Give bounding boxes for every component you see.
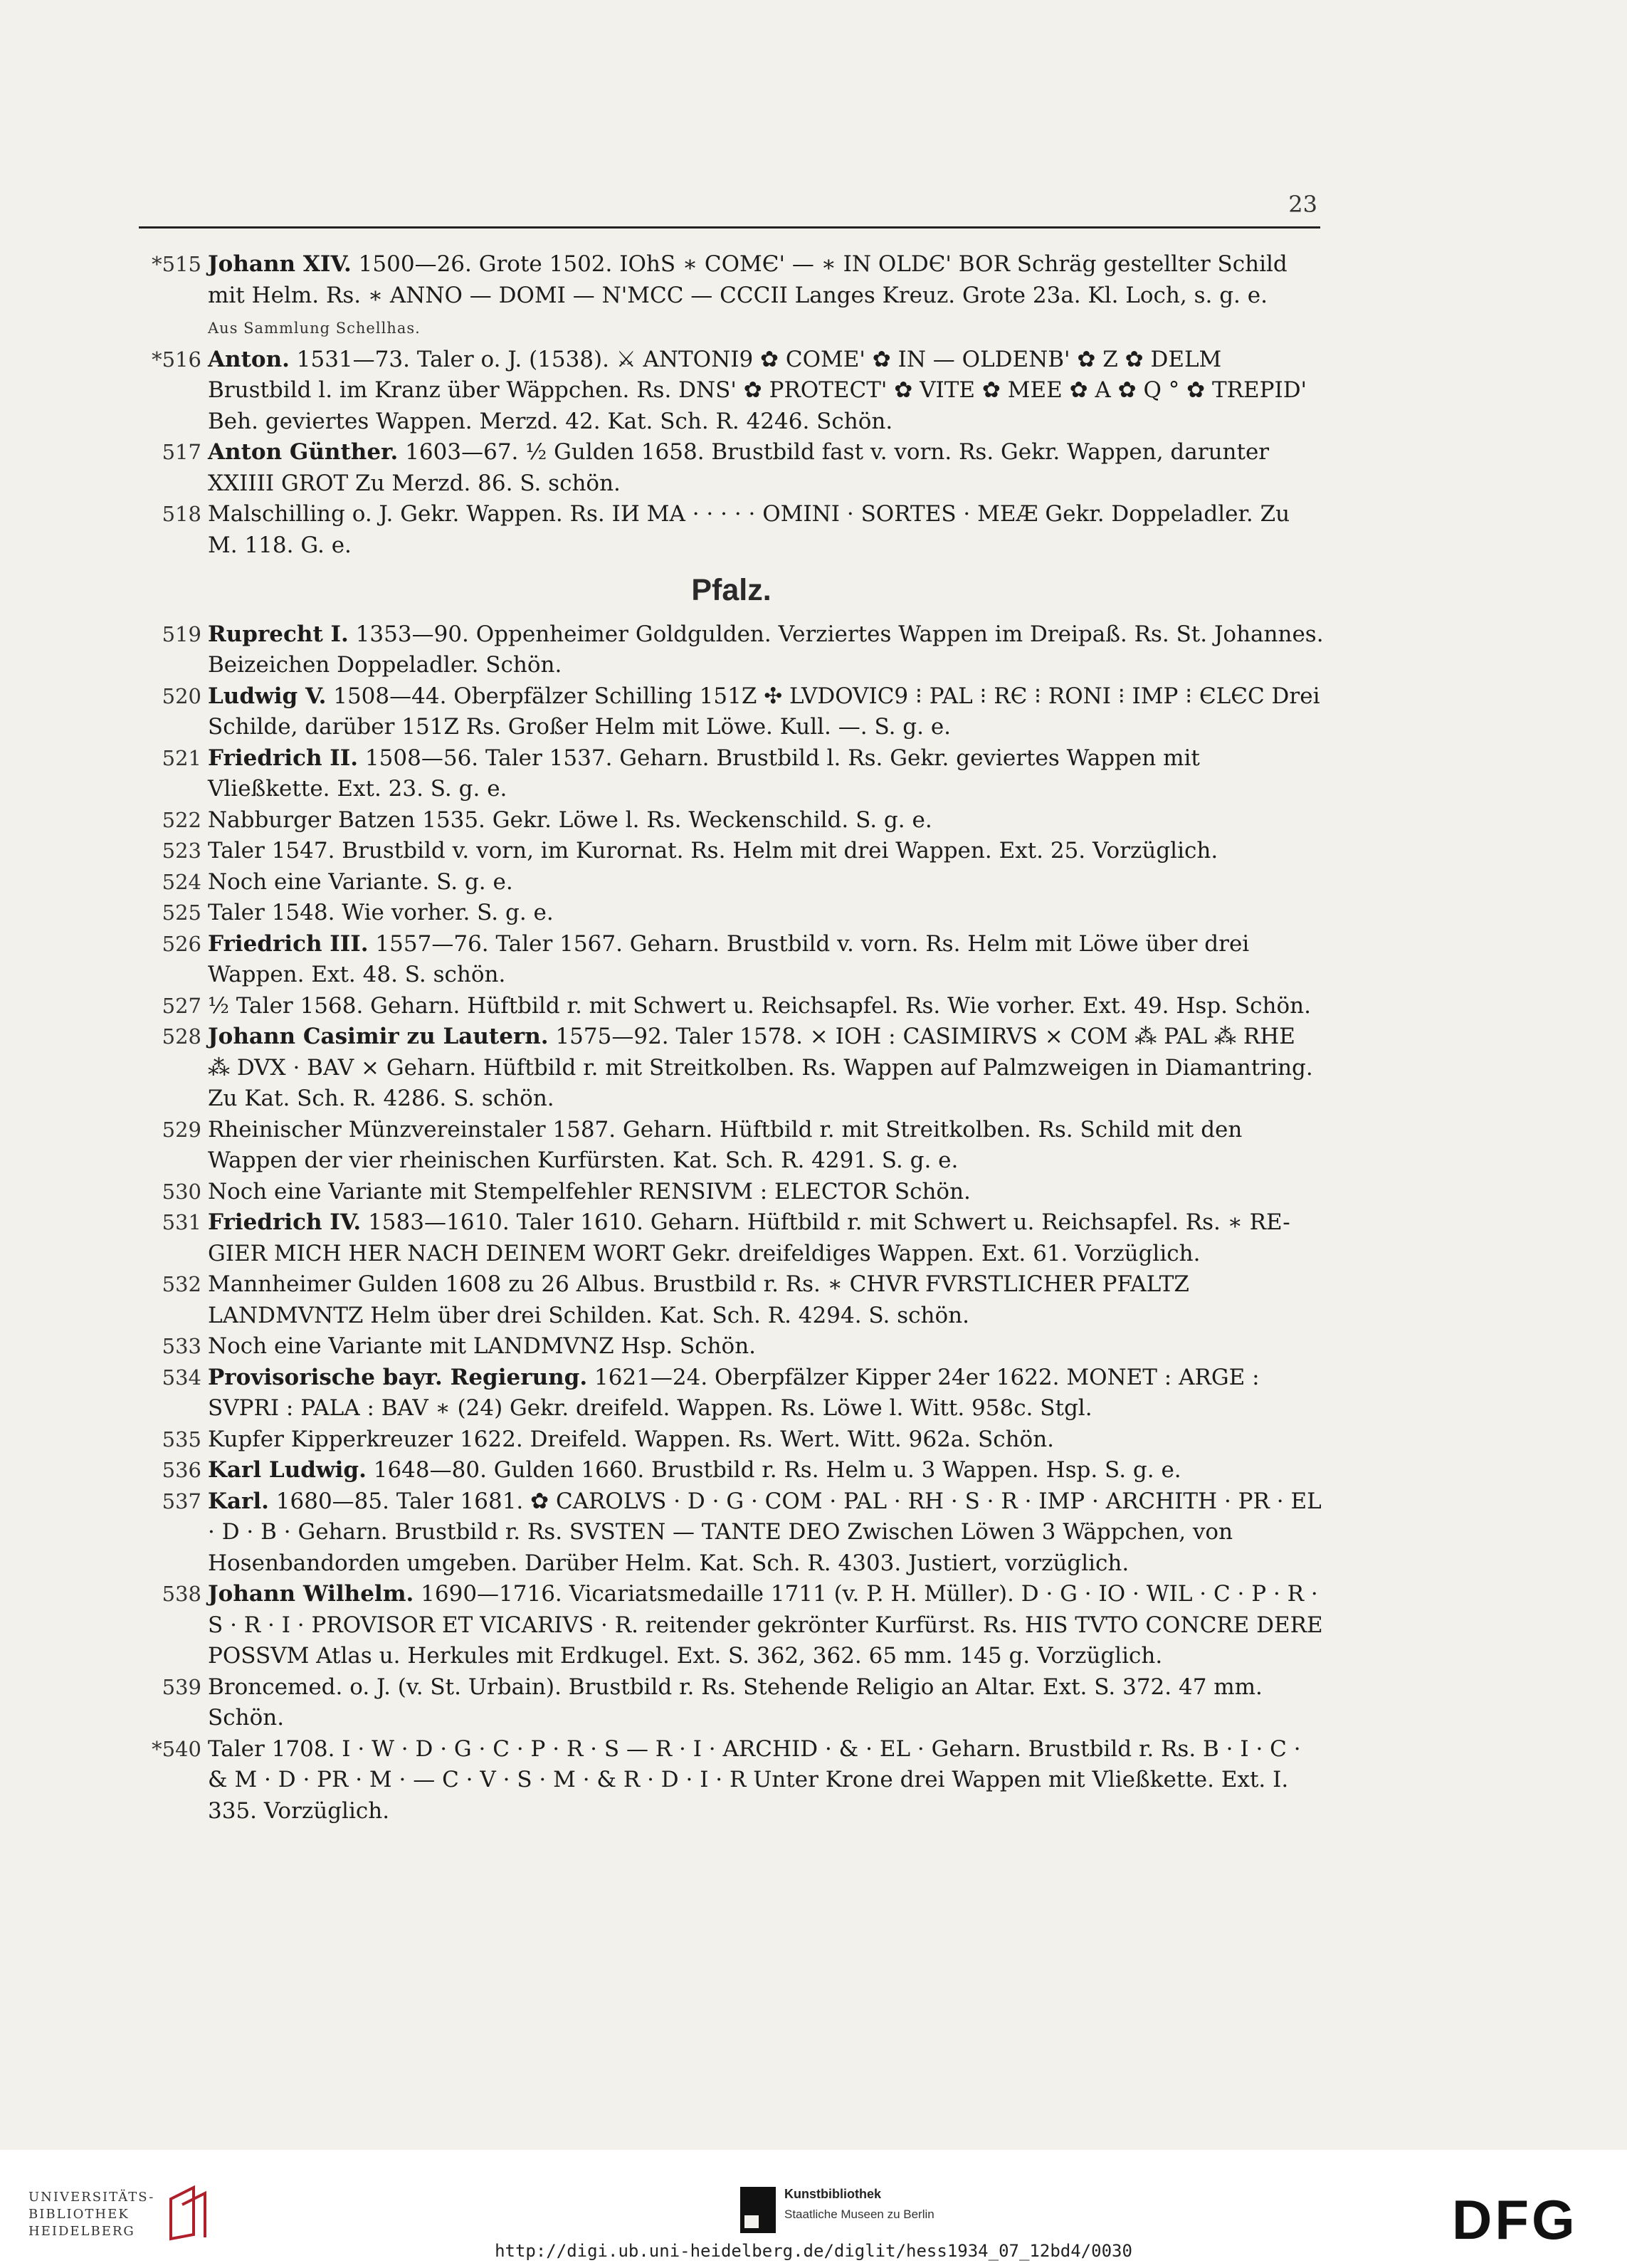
catalog-entry xyxy=(139,1363,1324,1424)
permalink-url[interactable]: http://digi.ub.uni-heidelberg.de/diglit/hess1934_07_12bd4/0030 xyxy=(495,2241,1132,2261)
entry-number: 524 xyxy=(162,869,201,894)
entry-description: Noch eine Variante. S. g. e. xyxy=(208,868,513,895)
kunstbibliothek-title: Kunstbibliothek xyxy=(784,2187,881,2201)
entry-description: 1575—92. Taler 1578. × IOH : CASIMIRVS × COM ⁂ PAL ⁂ RHE ⁂ DVX · BAV × Geharn. Hüftbild r. mit Streitkolben. Rs. Wappen auf Palmzweigen in Diamantring. Zu Kat. Sch. R. 4286. S. schön. xyxy=(208,1024,1313,1111)
entry-description: Taler 1708. I · W · D · G · C · P · R · S — R · I · ARCHID · & · EL · Geharn. Brustbild r. Rs. B · I · C · & M · D · PR · M · — C · V · S · M · & R · D · I · R Unter Krone drei Wappen mit Vließkette. Ext. I. 335. Vorzüglich. xyxy=(208,1736,1301,1824)
entry-description: Mannheimer Gulden 1608 zu 26 Albus. Brustbild r. Rs. ∗ CHVR FVRSTLICHER PFALTZ LANDMVNTZ Helm über drei Schilden. Kat. Sch. R. 4294. S. schön. xyxy=(208,1271,1189,1328)
ub-line: HEIDELBERG xyxy=(28,2224,135,2239)
ub-line: UNIVERSITÄTS- xyxy=(28,2190,155,2205)
entry-number: 537 xyxy=(162,1489,201,1513)
entry-description: 1583—1610. Taler 1610. Geharn. Hüftbild r. mit Schwert u. Reichsapfel. Rs. ∗ RE-GIER MICH HER NACH DEINEM WORT Gekr. dreifeldiges Wappen. Ext. 61. Vorzüglich. xyxy=(208,1209,1290,1266)
entry-description: 1557—76. Taler 1567. Geharn. Brustbild v. vorn. Rs. Helm mit Löwe über drei Wappen. Ext. 48. S. schön. xyxy=(208,930,1250,987)
catalog-entry xyxy=(139,1177,1324,1208)
dfg-logo[interactable]: DFG xyxy=(1452,2188,1578,2251)
catalog-entry xyxy=(139,1734,1324,1827)
entry-number: *540 xyxy=(152,1736,201,1761)
page-number: 23 xyxy=(1288,191,1317,218)
entry-number: 527 xyxy=(162,993,201,1018)
ruler-name: Anton Günther. xyxy=(208,439,399,465)
entry-number: 538 xyxy=(162,1582,201,1606)
entry-number: 522 xyxy=(162,807,201,832)
catalog-entry xyxy=(139,743,1324,805)
catalog-content xyxy=(139,249,1324,1827)
entry-description: ½ Taler 1568. Geharn. Hüftbild r. mit Schwert u. Reichsapfel. Rs. Wie vorher. Ext. 49. Hsp. Schön. xyxy=(208,992,1311,1019)
entry-description: Malschilling o. J. Gekr. Wappen. Rs. IИ MA · · · · · OMINI · SORTES · MEÆ Gekr. Doppeladler. Zu M. 118. G. e. xyxy=(208,501,1290,558)
ruler-name: Friedrich II. xyxy=(208,745,359,771)
ub-line: BIBLIOTHEK xyxy=(28,2207,130,2222)
entry-number: 523 xyxy=(162,839,201,863)
catalog-entry xyxy=(139,1022,1324,1115)
catalog-entry xyxy=(139,1424,1324,1456)
catalog-entry xyxy=(139,1672,1324,1734)
catalog-entry xyxy=(139,991,1324,1022)
entry-number: 518 xyxy=(162,502,201,526)
catalog-entry xyxy=(139,836,1324,867)
entry-list-oldenburg xyxy=(139,249,1324,561)
entry-description: Taler 1548. Wie vorher. S. g. e. xyxy=(208,900,554,925)
entry-description: Nabburger Batzen 1535. Gekr. Löwe l. Rs. Weckenschild. S. g. e. xyxy=(208,807,932,833)
ruler-name: Johann Casimir zu Lautern. xyxy=(208,1024,549,1049)
entry-number: 534 xyxy=(162,1365,201,1390)
entry-number: 532 xyxy=(162,1272,201,1296)
catalog-entry xyxy=(139,1269,1324,1331)
entry-description: Taler 1547. Brustbild v. vorn, im Kurornat. Rs. Helm mit drei Wappen. Ext. 25. Vorzüglich. xyxy=(208,838,1218,863)
entry-description: 1353—90. Oppenheimer Goldgulden. Verziertes Wappen im Dreipaß. Rs. St. Johannes. Beizeichen Doppeladler. Schön. xyxy=(208,621,1324,678)
entry-number: 521 xyxy=(162,745,201,770)
catalog-entry xyxy=(139,1455,1324,1486)
catalog-entry xyxy=(139,1115,1324,1177)
ruler-name: Ruprecht I. xyxy=(208,621,349,647)
ruler-name: Friedrich III. xyxy=(208,930,369,957)
entry-number: 531 xyxy=(162,1210,201,1234)
provenance-note: Aus Sammlung Schellhas. xyxy=(208,320,421,337)
kunstbibliothek-text xyxy=(784,2187,998,2222)
ub-logo-text xyxy=(28,2189,154,2240)
kunstbibliothek-icon xyxy=(740,2187,776,2233)
entry-description: 1508—44. Oberpfälzer Schilling 151Z ✣ LVDOVIC9 ⁝ PAL ⁝ RЄ ⁝ RONI ⁝ IMP ⁝ ЄLЄC Drei Schilde, darüber 151Z Rs. Großer Helm mit Löwe. Kull. —. S. g. e. xyxy=(208,683,1320,740)
entry-description: 1603—67. ½ Gulden 1658. Brustbild fast v. vorn. Rs. Gekr. Wappen, darunter XXIIII GROT Zu Merzd. 86. S. schön. xyxy=(208,439,1270,496)
entry-number: 533 xyxy=(162,1334,201,1358)
catalog-entry xyxy=(139,929,1324,991)
entry-number: 529 xyxy=(162,1117,201,1142)
entry-description: Rheinischer Münzvereinstaler 1587. Geharn. Hüftbild r. mit Streitkolben. Rs. Schild mit den Wappen der vier rheinischen Kurfürsten. Kat. Sch. R. 4291. S. g. e. xyxy=(208,1116,1243,1173)
catalog-entry xyxy=(139,437,1324,499)
entry-number: 536 xyxy=(162,1458,201,1482)
catalog-entry xyxy=(139,1579,1324,1672)
entry-number: *516 xyxy=(152,347,201,372)
ruler-name: Johann XIV. xyxy=(208,251,352,277)
catalog-entry xyxy=(139,1486,1324,1580)
catalog-entry xyxy=(139,867,1324,898)
catalog-entry xyxy=(139,1207,1324,1269)
ruler-name: Ludwig V. xyxy=(208,683,327,709)
entry-description: Kupfer Kipperkreuzer 1622. Dreifeld. Wappen. Rs. Wert. Witt. 962a. Schön. xyxy=(208,1426,1055,1452)
catalog-entry xyxy=(139,249,1324,345)
catalog-entry xyxy=(139,805,1324,836)
catalog-entry xyxy=(139,619,1324,681)
catalog-entry xyxy=(139,345,1324,438)
entry-description: 1531—73. Taler o. J. (1538). ⚔ ANTONI9 ✿ COME' ✿ IN — OLDENB' ✿ Z ✿ DELM Brustbild l. im Kranz über Wäppchen. Rs. DNS' ✿ PROTECT' ✿ VITE ✿ MEE ✿ A ✿ Q ° ✿ TREPID' Beh. geviertes Wappen. Merzd. 42. Kat. Sch. R. 4246. Schön. xyxy=(208,346,1307,434)
entry-number: *515 xyxy=(152,252,201,276)
kunstbibliothek-subtitle: Staatliche Museen zu Berlin xyxy=(784,2207,934,2221)
entry-description: Noch eine Variante mit Stempelfehler RENSIVM : ELECTOR Schön. xyxy=(208,1178,971,1204)
entry-description: 1648—80. Gulden 1660. Brustbild r. Rs. Helm u. 3 Wappen. Hsp. S. g. e. xyxy=(366,1457,1181,1483)
catalog-entry xyxy=(139,499,1324,561)
entry-number: 517 xyxy=(162,440,201,464)
catalog-entry xyxy=(139,898,1324,929)
entry-description: Noch eine Variante mit LANDMVNZ Hsp. Schön. xyxy=(208,1333,757,1359)
ruler-name: Karl Ludwig. xyxy=(208,1457,367,1483)
ub-heidelberg-logo[interactable] xyxy=(28,2189,154,2240)
entry-number: 528 xyxy=(162,1024,201,1049)
ruler-name: Karl. xyxy=(208,1488,269,1514)
entry-description: 1690—1716. Vicariatsmedaille 1711 (v. P. H. Müller). D · G · IO · WIL · C · P · R · S · R · I · PROVISOR ET VICARIVS · R. reitender gekrönter Kurfürst. Rs. HIS TVTO CONCRE DERE POSSVM Atlas u. Herkules mit Erdkugel. Ext. S. 362, 362. 65 mm. 145 g. Vorzüglich. xyxy=(208,1581,1323,1669)
catalog-entry xyxy=(139,681,1324,743)
entry-number: 519 xyxy=(162,621,201,646)
entry-number: 525 xyxy=(162,901,201,925)
entry-description: 1508—56. Taler 1537. Geharn. Brustbild l. Rs. Gekr. geviertes Wappen mit Vließkette. Ext. 23. S. g. e. xyxy=(208,745,1200,802)
entry-description: 1680—85. Taler 1681. ✿ CAROLVS · D · G · COM · PAL · RH · S · R · IMP · ARCHITH · PR · EL · D · B · Geharn. Brustbild r. Rs. SVSTEN — TANTE DEO Zwischen Löwen 3 Wäppchen, von Hosenbandorden umgeben. Darüber Helm. Kat. Sch. R. 4303. Justiert, vorzüglich. xyxy=(208,1488,1322,1576)
entry-description: Broncemed. o. J. (v. St. Urbain). Brustbild r. Rs. Stehende Religio an Altar. Ext. S. 372. 47 mm. Schön. xyxy=(208,1674,1263,1731)
entry-description: 1621—24. Oberpfälzer Kipper 24er 1622. MONET : ARGE : SVPRI : PALA : BAV ∗ (24) Gekr. dreifeld. Wappen. Rs. Löwe l. Witt. 958c. Stgl. xyxy=(208,1364,1260,1421)
catalog-entry xyxy=(139,1331,1324,1363)
entry-number: 530 xyxy=(162,1179,201,1204)
entry-list-pfalz xyxy=(139,619,1324,1827)
ub-logo-icon xyxy=(165,2185,215,2242)
entry-number: 526 xyxy=(162,931,201,956)
ruler-name: Friedrich IV. xyxy=(208,1209,362,1235)
header-rule xyxy=(139,226,1320,229)
entry-number: 539 xyxy=(162,1674,201,1699)
entry-description: 1500—26. Grote 1502. IOhS ∗ COMЄ' — ∗ IN OLDЄ' BOR Schräg gestellter Schild mit Helm. Rs. ∗ ANNO — DOMI — N'MCC — CCCII Langes Kreuz. Grote 23a. Kl. Loch, s. g. e. xyxy=(208,251,1288,308)
entry-number: 535 xyxy=(162,1427,201,1451)
ruler-name: Anton. xyxy=(208,346,290,372)
ruler-name: Johann Wilhelm. xyxy=(208,1581,414,1607)
footer xyxy=(0,2150,1627,2268)
section-heading: Pfalz. xyxy=(691,573,772,607)
entry-number: 520 xyxy=(162,683,201,708)
ruler-name: Provisorische bayr. Regierung. xyxy=(208,1364,588,1390)
